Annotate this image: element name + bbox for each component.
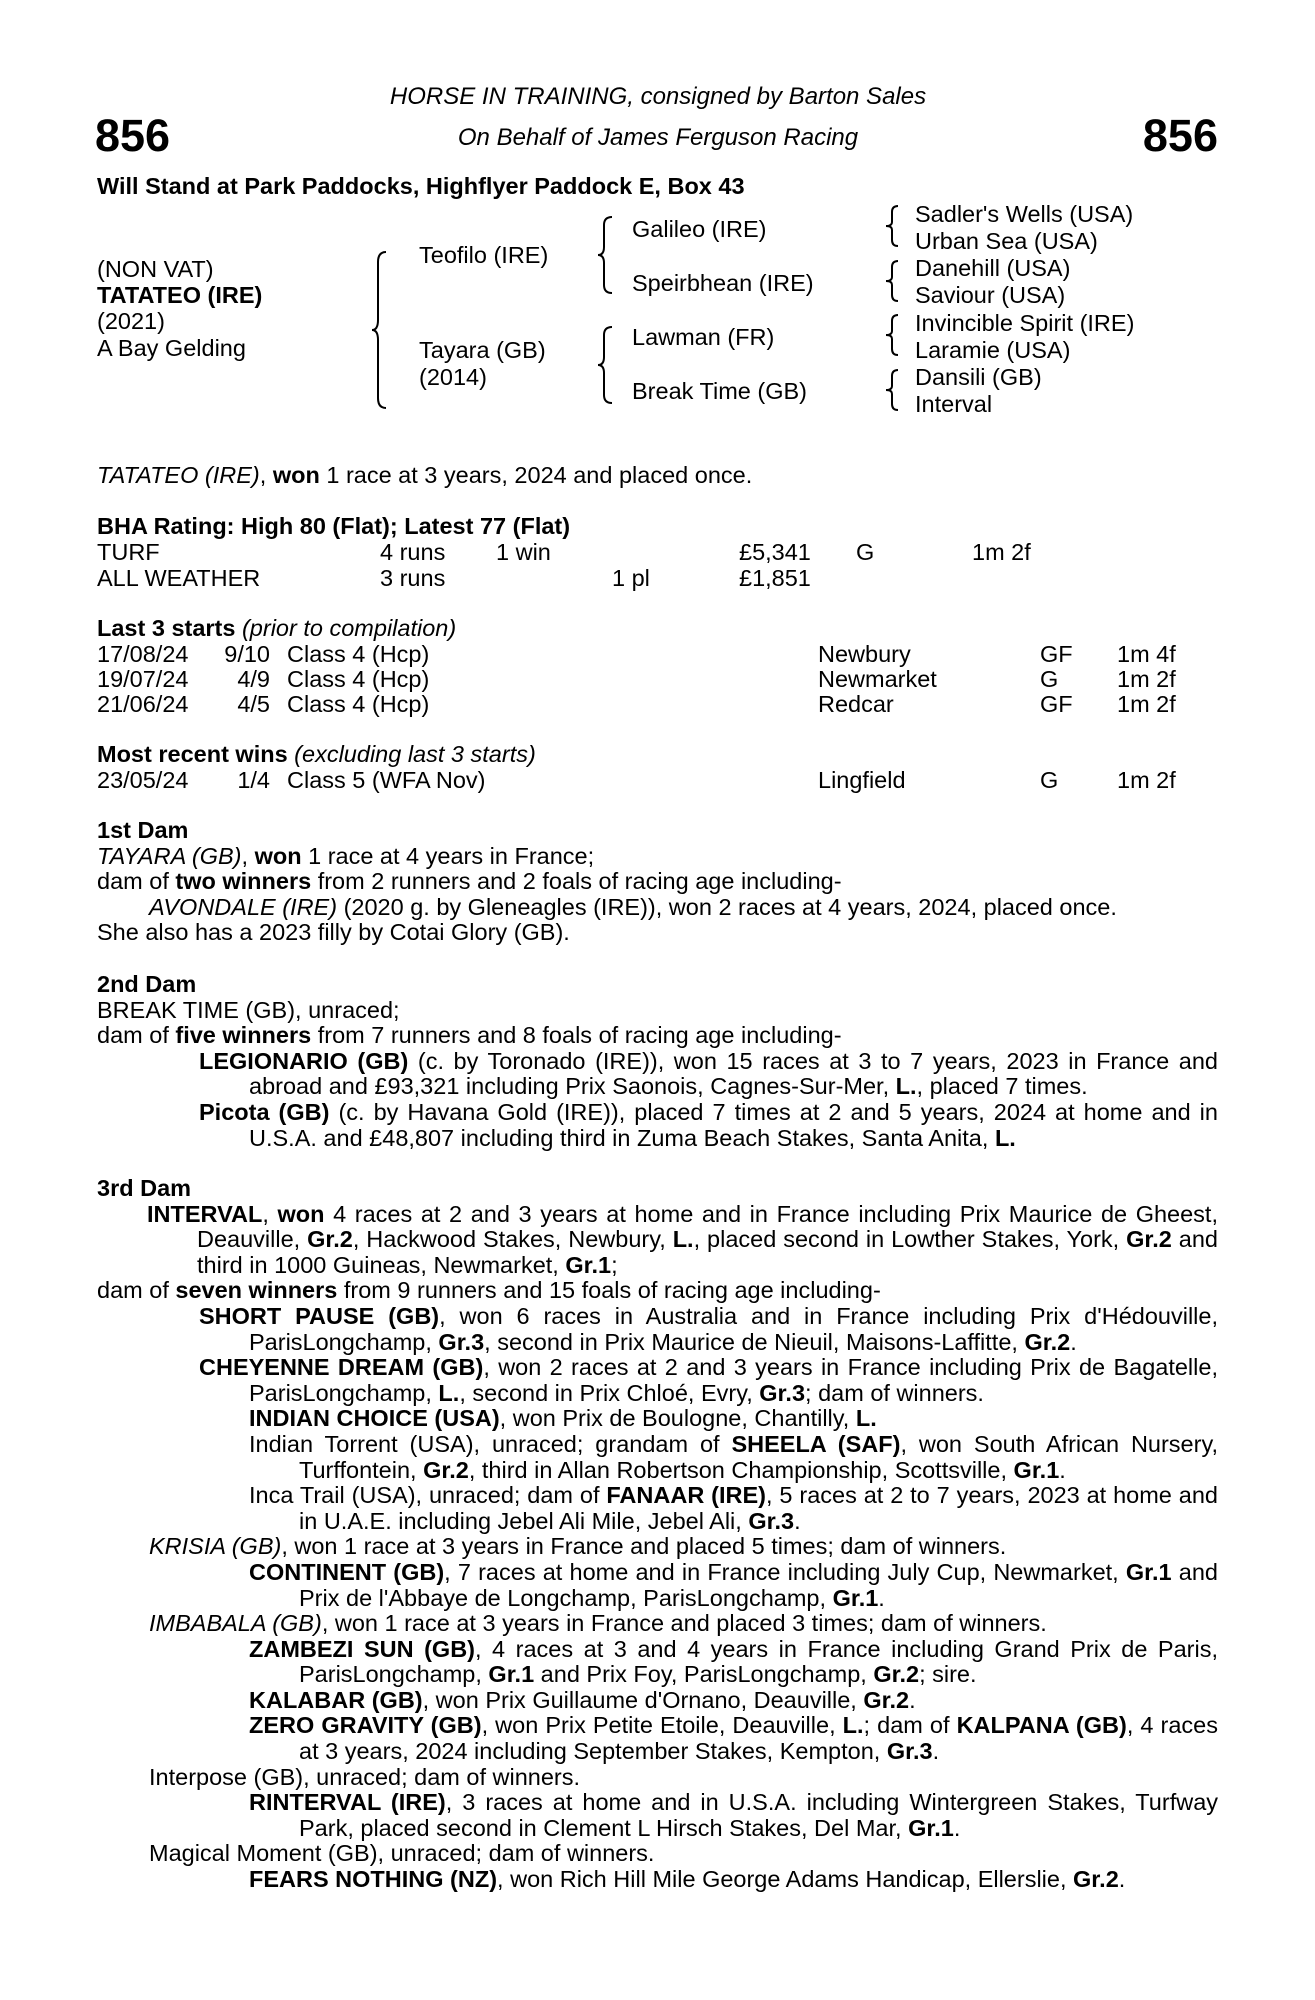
- rating-placed: 1 pl: [612, 565, 650, 591]
- text: Gr.2: [307, 1226, 353, 1253]
- text: 1 race at 4 years in France;: [301, 842, 595, 869]
- pedigree-brace-ss: [886, 204, 900, 248]
- horse-description: A Bay Gelding: [97, 335, 246, 361]
- start-distance: 1m 2f: [1117, 691, 1176, 717]
- text: Interpose (GB), unraced; dam of winners.: [149, 1763, 581, 1790]
- recent-title: Most recent wins: [97, 741, 288, 767]
- text: Gr.2: [423, 1456, 469, 1483]
- stand-location: Will Stand at Park Paddocks, Highflyer Paddock E, Box 43: [97, 173, 745, 199]
- bha-rating-title: BHA Rating: High 80 (Flat); Latest 77 (Flat): [97, 513, 571, 539]
- progeny-name: RINTERVAL (IRE): [249, 1789, 446, 1816]
- start-class: Class 4 (Hcp): [287, 691, 430, 717]
- win-distance: 1m 2f: [1117, 767, 1176, 793]
- progeny-name: SHORT PAUSE (GB): [199, 1302, 440, 1329]
- text: (2020 g. by Gleneagles (IRE)), won 2 races at 4 years, 2024, placed once.: [337, 893, 1117, 920]
- text: .: [909, 1686, 916, 1713]
- text: , 3 races at home and in U.S.A. including Wintergreen Stakes, Turfway Park, placed second in Clement L Hirsch Stakes, Del Mar,: [299, 1789, 1219, 1841]
- first-dam-section: [97, 818, 1218, 946]
- start-position: 9/10: [224, 641, 270, 667]
- start-date: 17/08/24: [97, 641, 189, 667]
- dam-name: INTERVAL: [147, 1200, 263, 1227]
- text: , second in Prix Chloé, Evry,: [459, 1379, 760, 1406]
- text: , second in Prix Maurice de Nieuil, Maisons-Laffitte,: [484, 1328, 1025, 1355]
- last3-row: [97, 667, 1218, 693]
- text: , third in Allan Robertson Championship, Scottsville,: [468, 1456, 1014, 1483]
- text: won: [277, 1200, 325, 1227]
- text: .: [932, 1738, 940, 1765]
- text: , 4 races at 3 and 4 years in France including Grand Prix de Paris, ParisLongchamp,: [299, 1635, 1218, 1688]
- text: , won Prix de Boulogne, Chantilly,: [499, 1405, 856, 1432]
- rating-surface: TURF: [97, 539, 160, 565]
- pedigree-sdd: Saviour (USA): [915, 282, 1066, 308]
- pedigree-dam-year: (2014): [419, 364, 487, 390]
- pedigree-dam-sire: Lawman (FR): [632, 324, 775, 350]
- text: BREAK TIME (GB), unraced;: [97, 996, 400, 1023]
- pedigree-sire: Teofilo (IRE): [419, 242, 549, 268]
- win-class: Class 5 (WFA Nov): [287, 767, 486, 793]
- recent-note: (excluding last 3 starts): [287, 741, 536, 767]
- pedigree-sire-sire: Galileo (IRE): [632, 216, 767, 242]
- text: .: [794, 1507, 801, 1534]
- summary-rest: 1 race at 3 years, 2024 and placed once.: [319, 462, 753, 488]
- text: .: [1059, 1456, 1066, 1483]
- text: won: [254, 842, 302, 869]
- text: L.: [895, 1073, 917, 1100]
- horse-year: (2021): [97, 308, 165, 334]
- start-position: 4/5: [237, 691, 270, 717]
- start-going: GF: [1040, 641, 1073, 667]
- text: .: [1070, 1328, 1077, 1355]
- pedigree-brace-sd: [886, 259, 900, 303]
- start-class: Class 4 (Hcp): [287, 666, 430, 692]
- text: Gr.3: [886, 1738, 933, 1765]
- text: from 7 runners and 8 foals of racing age including-: [311, 1022, 842, 1049]
- text: Gr.1: [832, 1584, 879, 1611]
- third-dam-section: [97, 1176, 1218, 1893]
- text: , Hackwood Stakes, Newbury,: [352, 1226, 673, 1253]
- horse-name: TATATEO (IRE): [97, 282, 263, 308]
- text: ; sire.: [919, 1661, 977, 1688]
- pedigree-dds: Dansili (GB): [915, 364, 1042, 390]
- text: , 4 races at 3 years, 2024 including September Stakes, Kempton,: [299, 1712, 1218, 1765]
- progeny-name: FANAAR (IRE): [606, 1482, 766, 1509]
- start-course: Newbury: [818, 641, 911, 667]
- rating-going: G: [856, 539, 875, 565]
- text: , placed second in Lowther Stakes, York,: [693, 1226, 1127, 1253]
- progeny-name: LEGIONARIO (GB): [199, 1047, 409, 1074]
- rating-prize: £5,341: [739, 539, 811, 565]
- pedigree-dsd: Laramie (USA): [915, 337, 1071, 363]
- text: .: [953, 1814, 961, 1841]
- pedigree-brace-ds: [886, 313, 900, 357]
- progeny-name: CONTINENT (GB): [249, 1558, 445, 1585]
- rating-surface: ALL WEATHER: [97, 565, 261, 591]
- text: Indian Torrent (USA), unraced; grandam of: [249, 1430, 732, 1457]
- text: She also has a 2023 filly by Cotai Glory (GB).: [97, 919, 570, 946]
- start-course: Newmarket: [818, 666, 937, 692]
- text: ; dam of: [863, 1712, 957, 1739]
- text: Gr.1: [1013, 1456, 1060, 1483]
- win-course: Lingfield: [818, 767, 906, 793]
- text: .: [878, 1584, 885, 1611]
- text: and Prix Foy, ParisLongchamp,: [534, 1661, 874, 1688]
- text: from 9 runners and 15 foals of racing age including-: [337, 1277, 881, 1304]
- win-position: 1/4: [237, 767, 270, 793]
- rating-runs: 3 runs: [380, 565, 446, 591]
- text: , won South African Nursery, Turffontein,: [299, 1430, 1218, 1483]
- text: Gr.1: [488, 1661, 535, 1688]
- rating-row-turf: [97, 540, 1218, 566]
- text: L.: [855, 1405, 877, 1432]
- text: Gr.3: [748, 1507, 795, 1534]
- text: , placed 7 times.: [916, 1073, 1088, 1100]
- pedigree-brace-dam: [598, 325, 618, 405]
- pedigree-dam-dam: Break Time (GB): [632, 378, 807, 404]
- pedigree-ddd: Interval: [915, 391, 993, 417]
- text: dam of: [97, 1022, 176, 1049]
- rating-wins: 1 win: [496, 539, 551, 565]
- text: Gr.1: [908, 1814, 954, 1841]
- text: seven winners: [175, 1277, 338, 1304]
- pedigree-ssd: Urban Sea (USA): [915, 228, 1098, 254]
- text: dam of: [97, 868, 176, 895]
- start-class: Class 4 (Hcp): [287, 641, 430, 667]
- last3-row: [97, 642, 1218, 668]
- rating-distance: 1m 2f: [972, 539, 1031, 565]
- text: , 5 races at 2 to 7 years, 2023 at home and in U.A.E. including Jebel Ali Mile, Jebel Ali,: [299, 1482, 1218, 1534]
- recent-heading: [97, 742, 536, 768]
- vat-status: (NON VAT): [97, 256, 214, 282]
- text: dam of: [97, 1277, 176, 1304]
- start-distance: 1m 4f: [1117, 641, 1176, 667]
- last3-note: (prior to compilation): [235, 615, 457, 641]
- text: Gr.3: [759, 1379, 806, 1406]
- second-dam-section: [97, 972, 1218, 1151]
- text: , won Prix Guillaume d'Ornano, Deauville,: [422, 1686, 864, 1713]
- rating-prize: £1,851: [739, 565, 811, 591]
- text: .: [1118, 1866, 1126, 1893]
- pedigree-sss: Sadler's Wells (USA): [915, 201, 1134, 227]
- text: (c. by Toronado (IRE)), won 15 races at 3 to 7 years, 2023 in France and abroad and £93,321 including Prix Saonois, Cagnes-Sur-Mer,: [249, 1047, 1218, 1100]
- progeny-name: CHEYENNE DREAM (GB): [199, 1354, 484, 1381]
- text: and Prix de l'Abbaye de Longchamp, ParisLongchamp,: [299, 1558, 1218, 1611]
- text: five winners: [175, 1022, 312, 1049]
- start-position: 4/9: [237, 666, 270, 692]
- progeny-name: IMBABALA (GB): [149, 1610, 322, 1637]
- text: ;: [611, 1251, 618, 1278]
- text: Gr.2: [1024, 1328, 1071, 1355]
- text: Gr.1: [1125, 1558, 1172, 1585]
- progeny-name: Picota (GB): [199, 1098, 330, 1125]
- text: Gr.2: [873, 1661, 920, 1688]
- start-date: 19/07/24: [97, 666, 189, 692]
- text: L.: [438, 1379, 460, 1406]
- last3-row: [97, 692, 1218, 718]
- text: ,: [262, 1200, 278, 1227]
- summary-name: TATATEO (IRE): [97, 462, 260, 488]
- progeny-name: FEARS NOTHING (NZ): [249, 1866, 498, 1893]
- rating-row-aw: [97, 566, 1218, 592]
- progeny-name: ZAMBEZI SUN (GB): [249, 1635, 475, 1662]
- pedigree-dam: Tayara (GB): [419, 337, 546, 363]
- last3-heading: [97, 616, 456, 642]
- progeny-name: KRISIA (GB): [149, 1533, 282, 1560]
- text: L.: [672, 1226, 694, 1253]
- text: Magical Moment (GB), unraced; dam of winners.: [149, 1840, 655, 1867]
- text: Gr.3: [438, 1328, 485, 1355]
- start-course: Redcar: [818, 691, 894, 717]
- dam-name: TAYARA (GB): [97, 842, 242, 869]
- summary-won: won: [272, 462, 320, 488]
- text: Gr.2: [1126, 1226, 1172, 1253]
- progeny-name: SHEELA (SAF): [731, 1430, 901, 1457]
- second-dam-title: 2nd Dam: [97, 971, 197, 997]
- header-line2: On Behalf of James Ferguson Racing: [457, 124, 859, 151]
- text: , won Rich Hill Mile George Adams Handicap, Ellerslie,: [497, 1866, 1074, 1893]
- text: (c. by Havana Gold (IRE)), placed 7 times at 2 and 5 years, 2024 at home and in U.S.A. and £48,807 including third in Zuma Beach Stakes, Santa Anita,: [249, 1098, 1218, 1151]
- pedigree-sire-dam: Speirbhean (IRE): [632, 270, 814, 296]
- text: ,: [241, 842, 255, 869]
- start-going: G: [1040, 666, 1059, 692]
- recent-row: [97, 768, 1218, 794]
- first-dam-title: 1st Dam: [97, 817, 189, 843]
- progeny-name: KALABAR (GB): [249, 1686, 423, 1713]
- pedigree-sds: Danehill (USA): [915, 255, 1071, 281]
- pedigree-dss: Invincible Spirit (IRE): [915, 310, 1135, 336]
- pedigree-brace-dd: [886, 368, 900, 412]
- progeny-name: KALPANA (GB): [956, 1712, 1127, 1739]
- text: from 2 runners and 2 foals of racing age including-: [311, 868, 842, 895]
- last3-title: Last 3 starts: [97, 615, 236, 641]
- header-line1: HORSE IN TRAINING, consigned by Barton Sales: [389, 83, 927, 110]
- pedigree-brace-sire: [598, 215, 618, 295]
- start-distance: 1m 2f: [1117, 666, 1176, 692]
- text: , won Prix Petite Etoile, Deauville,: [481, 1712, 843, 1739]
- rating-runs: 4 runs: [380, 539, 446, 565]
- start-going: GF: [1040, 691, 1073, 717]
- text: ; dam of winners.: [805, 1379, 984, 1406]
- win-going: G: [1040, 767, 1059, 793]
- text: two winners: [175, 868, 312, 895]
- text: L.: [842, 1712, 864, 1739]
- text: , won 1 race at 3 years in France and placed 3 times; dam of winners.: [321, 1610, 1047, 1637]
- text: Inca Trail (USA), unraced; dam of: [249, 1482, 607, 1509]
- pedigree-brace-gen1: [372, 250, 392, 410]
- lot-number-left: 856: [95, 110, 171, 161]
- progeny-name: INDIAN CHOICE (USA): [249, 1405, 500, 1432]
- progeny-name: ZERO GRAVITY (GB): [249, 1712, 482, 1739]
- text: Gr.2: [863, 1686, 910, 1713]
- lot-number-right: 856: [1142, 110, 1218, 161]
- race-summary: TATATEO (IRE), won 1 race at 3 years, 2024 and placed once.: [97, 462, 753, 488]
- text: L.: [994, 1124, 1016, 1151]
- win-date: 23/05/24: [97, 767, 189, 793]
- text: , won 6 races in Australia and in France including Prix d'Hédouville, ParisLongchamp,: [249, 1302, 1218, 1355]
- text: Gr.1: [565, 1251, 612, 1278]
- text: , 7 races at home and in France including July Cup, Newmarket,: [444, 1558, 1126, 1585]
- third-dam-title: 3rd Dam: [97, 1175, 192, 1201]
- start-date: 21/06/24: [97, 691, 189, 717]
- text: , won 2 races at 2 and 3 years in France including Prix de Bagatelle, ParisLongchamp,: [249, 1354, 1218, 1406]
- text: , won 1 race at 3 years in France and placed 5 times; dam of winners.: [281, 1533, 1007, 1560]
- text: Gr.2: [1073, 1866, 1119, 1893]
- text: 4 races at 2 and 3 years at home and in France including Prix Maurice de Gheest, Deauville,: [197, 1200, 1218, 1253]
- progeny-name: AVONDALE (IRE): [149, 893, 338, 920]
- text: and third in 1000 Guineas, Newmarket,: [197, 1226, 1218, 1278]
